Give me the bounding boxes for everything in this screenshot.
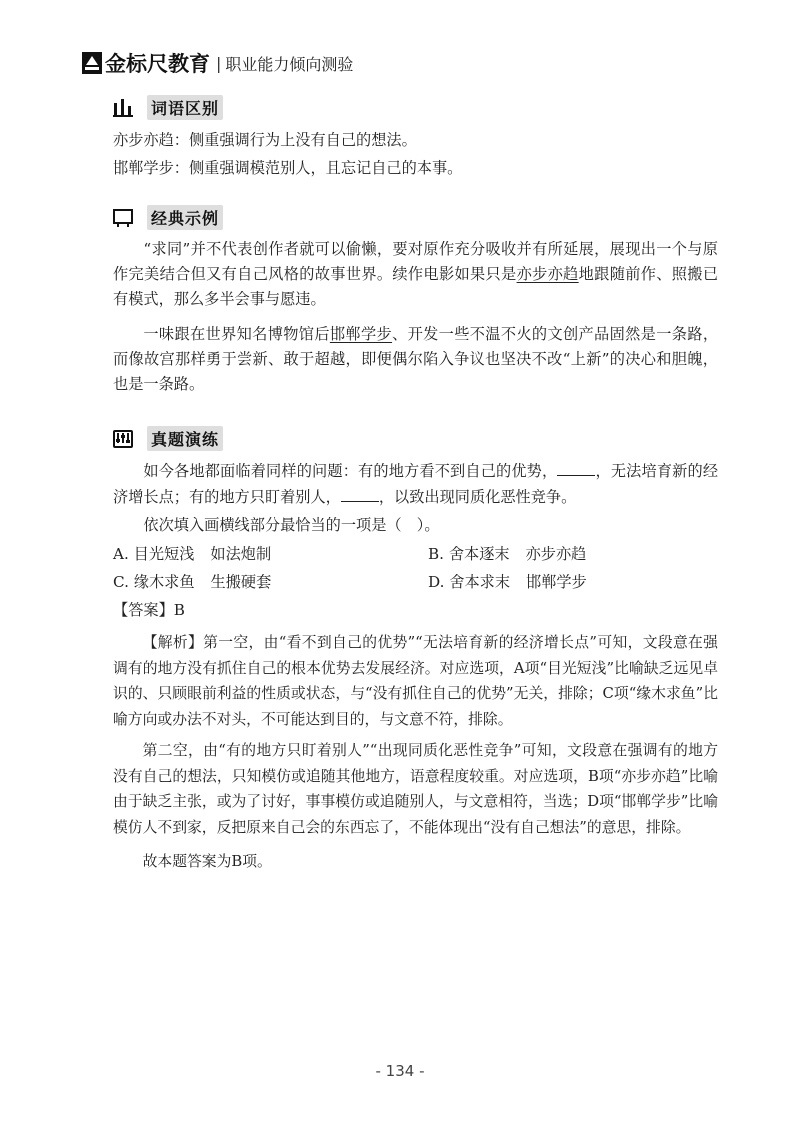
section-example-heading [113,205,223,230]
section-title: 真题演练 [147,426,223,451]
question-instruction: 依次填入画横线部分最恰当的一项是（ ）。 [143,516,440,534]
question-text: 如今各地都面临着同样的问题：有的地方看不到自己的优势， ，无法培育新的经济增长点；有的地方只盯着别人， ，以致出现同质化恶性竞争。 [113,462,719,506]
option-a: A. 目光短浅 如法炮制 [113,545,272,563]
screen-icon [113,209,133,227]
option-b: B. 舍本逐末 亦步亦趋 [428,545,587,563]
sliders-icon [113,430,133,448]
header-separator: | [216,53,222,73]
underlined-idiom: 亦步亦趋 [516,265,579,283]
section-title: 词语区别 [147,95,223,120]
option-d: D. 舍本求末 邯郸学步 [428,573,587,591]
page-header [82,48,353,78]
section-distinction-heading [113,95,223,120]
header-subtitle: 职业能力倾向测验 [225,54,354,74]
analysis-paragraph-1: 【解析】第一空，由“看不到自己的优势”“无法培育新的经济增长点”可知，文段意在强调有的地方没有抓住自己的根本优势去发展经济。对应选项，A项“目光短浅”比喻缺乏远见卓识的、只顾眼前利益的性质或状态，与“没有抓住自己的优势”无关，排除；C项“缘木求鱼”比喻方向或办法不对头，不可能达到目的，与文意不符，排除。 [113,634,718,728]
bar-chart-icon [113,99,133,117]
answer-blank-2 [341,487,379,502]
section-title: 经典示例 [147,205,223,230]
brand-name: 金标尺教育 [105,52,210,76]
distinction-line-2: 邯郸学步：侧重强调模范别人，且忘记自己的本事。 [113,159,463,177]
analysis-conclusion: 故本题答案为B项。 [142,853,272,870]
page-number: - 134 - [375,1062,425,1080]
distinction-line-1: 亦步亦趋：侧重强调行为上没有自己的想法。 [113,131,417,149]
section-practice-heading [113,426,223,451]
brand-logo-icon [82,52,102,74]
analysis-paragraph-2: 第二空，由“有的地方只盯着别人”“出现同质化恶性竞争”可知，文段意在强调有的地方没有自己的想法，只知模仿或追随其他地方，语意程度较重。对应选项，B项“亦步亦趋”比喻由于缺乏主张，或为了讨好，事事模仿或追随别人，与文意相符，当选；D项“邯郸学步”比喻模仿人不到家，反把原来自己会的东西忘了，不能体现出“没有自己想法”的意思，排除。 [113,742,718,836]
example-paragraph-1: “求同”并不代表创作者就可以偷懒，要对原作充分吸收并有所延展，展现出一个与原作完美结合但又有自己风格的故事世界。续作电影如果只是亦步亦趋地跟随前作、照搬已有模式，那么多半会事与愿违。 [113,240,719,308]
example-paragraph-2: 一味跟在世界知名博物馆后邯郸学步、开发一些不温不火的文创产品固然是一条路，而像故宫那样勇于尝新、敢于超越，即便偶尔陷入争议也坚决不改“上新”的决心和胆魄，也是一条路。 [113,325,719,393]
answer-blank-1 [557,461,595,476]
option-c: C. 缘木求鱼 生搬硬套 [113,573,272,591]
answer-value: B [173,601,185,619]
underlined-idiom: 邯郸学步 [329,325,393,343]
answer-line: 【答案】B [113,601,185,619]
